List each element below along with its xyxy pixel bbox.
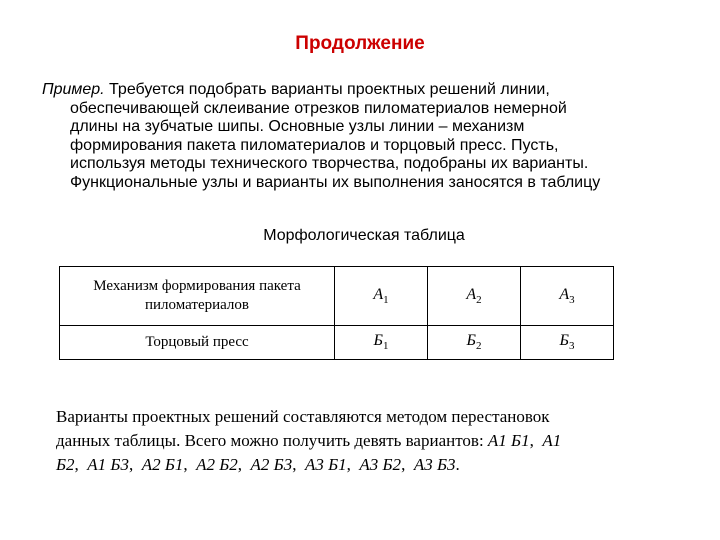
variant-cell (335, 326, 428, 360)
example-line-5: используя методы технического творчества, подобраны их варианты. (70, 155, 589, 172)
variant: А3 Б2 (359, 455, 402, 474)
variant-letter: А (559, 285, 570, 303)
variant-cell (428, 326, 521, 360)
variant-letter: А (466, 285, 477, 303)
separator: , (292, 455, 297, 474)
conclusion-line-3 (56, 453, 696, 477)
conclusion-text: данных таблицы. Всего можно получить девять вариантов: (56, 431, 488, 450)
example-line-2: обеспечивающей склеивание отрезков пиломатериалов немерной (70, 99, 567, 117)
example-line-4: формирования пакета пиломатериалов и торцовый пресс. Пусть, (70, 136, 559, 154)
row-name-cell (60, 267, 335, 326)
slide-title: Продолжение (295, 33, 425, 54)
variant-letter: Б (466, 332, 476, 350)
example-line-1 (42, 81, 702, 100)
example-line-1-text: Требуется подобрать варианты проектных решений линии, (104, 81, 550, 98)
variant-index: 3 (569, 294, 575, 307)
variant-index: 2 (475, 340, 482, 353)
variant-index: 1 (382, 340, 389, 353)
conclusion-line-1: Варианты проектных решений составляются методом перестановок (56, 407, 550, 426)
variant-index: 1 (383, 294, 389, 307)
variant: А2 Б1 (141, 455, 184, 474)
variant: А1 (542, 431, 562, 450)
variant: А2 Б2 (196, 455, 238, 474)
variant-cell (521, 326, 614, 360)
separator: , (74, 455, 79, 474)
separator: , (346, 455, 351, 474)
row-name-cell: Торцовый пресс (60, 326, 335, 360)
morphological-table (59, 266, 614, 360)
conclusion-paragraph (56, 405, 696, 477)
example-line-3: длины на зубчатые шипы. Основные узлы линии – механизм (70, 118, 525, 135)
variant-cell (335, 267, 428, 326)
separator: , (183, 455, 188, 474)
row-name-line: пиломатериалов (144, 297, 249, 313)
variant-index: 3 (568, 340, 575, 353)
terminator: . (455, 455, 460, 474)
variant-index: 2 (476, 294, 482, 307)
variant: А1 Б1 (487, 431, 530, 450)
variant: А2 Б3 (250, 455, 293, 474)
table-row (60, 267, 614, 326)
variant: А1 Б3 (87, 455, 129, 474)
example-lead: Пример. (42, 81, 105, 98)
variant-letter: Б (373, 332, 383, 350)
variant-letter: А (373, 285, 384, 303)
variant: А3 Б1 (304, 455, 347, 474)
example-paragraph (42, 81, 702, 192)
separator: , (529, 431, 534, 450)
variant-cell (521, 267, 614, 326)
table-row (60, 326, 614, 360)
row-name-line: Механизм формирования пакета (93, 278, 301, 294)
conclusion-line-2 (56, 429, 696, 453)
separator: , (128, 455, 134, 474)
variant: А3 Б3 (413, 455, 456, 474)
variant-letter: Б (559, 332, 569, 350)
separator: , (401, 455, 406, 474)
variant: Б2 (56, 455, 75, 474)
separator: , (237, 455, 243, 474)
table-caption: Морфологическая таблица (263, 227, 465, 244)
variant-cell (428, 267, 521, 326)
example-line-6: Функциональные узлы и варианты их выполнения заносятся в таблицу (70, 173, 601, 191)
